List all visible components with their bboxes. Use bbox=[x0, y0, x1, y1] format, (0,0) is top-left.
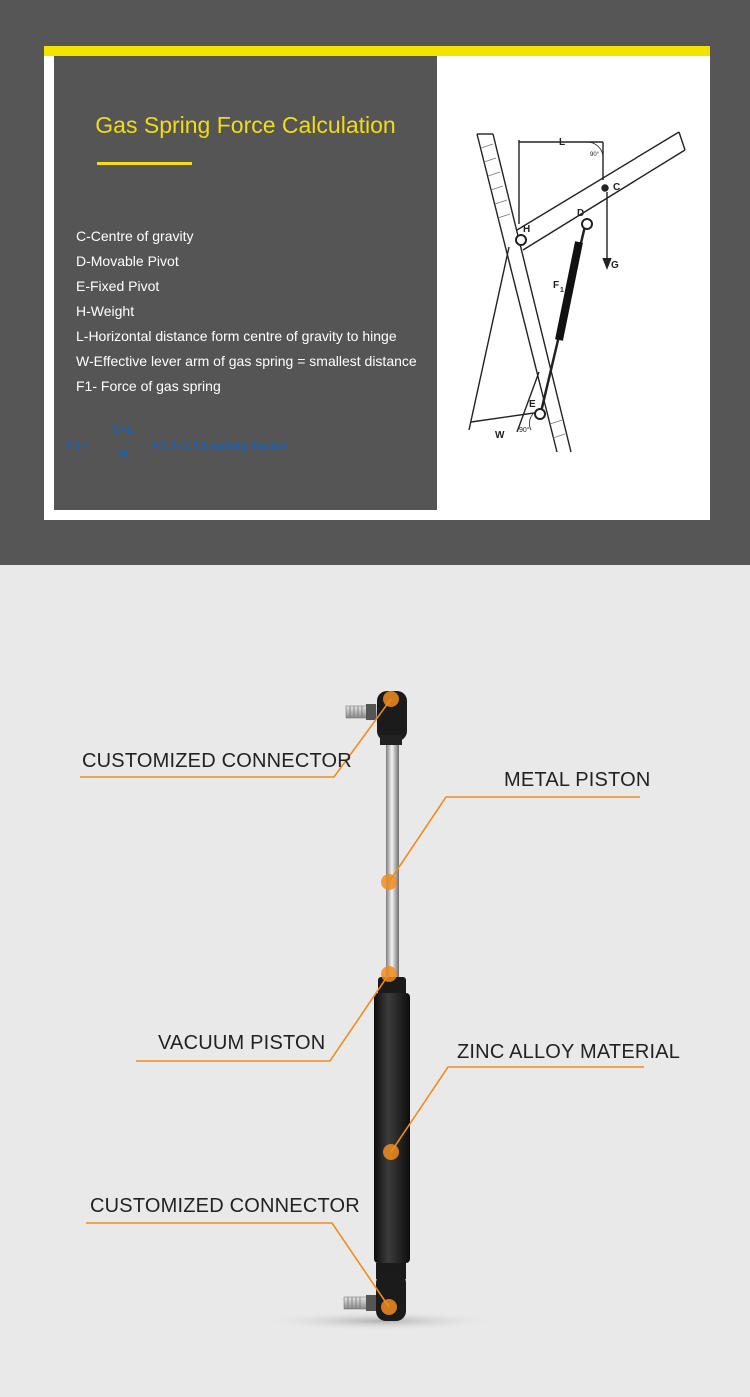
cylinder-body bbox=[374, 977, 410, 1279]
label-c: C bbox=[613, 182, 621, 193]
legend-item-w: W-Effective lever arm of gas spring = smallest distance bbox=[76, 353, 417, 369]
label-f-sub: 1 bbox=[560, 287, 564, 294]
formula-denominator: W bbox=[117, 448, 129, 460]
label-e: E bbox=[529, 399, 536, 410]
callout-dot-metal-piston bbox=[381, 874, 397, 890]
lever-diagram bbox=[447, 112, 697, 462]
callout-line-metal-piston bbox=[389, 797, 640, 882]
callout-label-zinc-alloy: ZINC ALLOY MATERIAL bbox=[457, 1041, 681, 1063]
label-w: W bbox=[495, 430, 505, 441]
label-angle-top: 90° bbox=[590, 152, 600, 158]
legend-list bbox=[76, 226, 417, 401]
formula-lhs: F1= bbox=[66, 438, 89, 453]
legend-item-h: H-Weight bbox=[76, 303, 135, 319]
calculation-panel bbox=[54, 56, 437, 510]
pivot-h-icon bbox=[516, 235, 526, 245]
formula-rhs: ×1.1-1.15 safety factor bbox=[152, 438, 289, 453]
gravity-center-icon bbox=[602, 185, 608, 191]
w-dimension bbox=[471, 412, 541, 430]
formula-fraction-bar bbox=[106, 441, 142, 442]
legend-item-d: D-Movable Pivot bbox=[76, 253, 179, 269]
callout-line-zinc-alloy bbox=[391, 1067, 644, 1152]
label-f: F bbox=[553, 280, 560, 291]
force-formula bbox=[66, 424, 426, 468]
gas-spring bbox=[541, 226, 585, 412]
callout-dot-top-connector bbox=[383, 691, 399, 707]
formula-numerator: G×L bbox=[112, 424, 134, 436]
callout-label-vacuum-piston: VACUUM PISTON bbox=[158, 1032, 326, 1054]
callout-label-metal-piston: METAL PISTON bbox=[504, 769, 651, 791]
callout-dot-zinc-alloy bbox=[383, 1144, 399, 1160]
legend-item-e: E-Fixed Pivot bbox=[76, 278, 160, 294]
label-l: L bbox=[559, 137, 566, 148]
title-underline bbox=[97, 162, 192, 165]
calculation-section bbox=[0, 0, 750, 565]
fixed-post bbox=[477, 134, 571, 452]
callout-dot-bottom-connector bbox=[381, 1299, 397, 1315]
callout-label-bottom-connector: CUSTOMIZED CONNECTOR bbox=[90, 1195, 360, 1217]
product-illustration bbox=[0, 565, 750, 1397]
label-angle-bottom: 90° bbox=[519, 427, 530, 434]
pivot-e-icon bbox=[535, 409, 545, 419]
metal-piston-rod bbox=[386, 745, 399, 977]
legend-item-l: L-Horizontal distance form centre of gravity to hinge bbox=[76, 328, 397, 344]
callout-line-bottom-connector bbox=[86, 1223, 389, 1307]
gravity-arrow bbox=[603, 192, 611, 268]
callout-dot-vacuum-piston bbox=[381, 966, 397, 982]
pivot-d-icon bbox=[582, 219, 592, 229]
section-title: Gas Spring Force Calculation bbox=[95, 112, 396, 138]
label-g: G bbox=[611, 260, 619, 271]
callout-label-top-connector: CUSTOMIZED CONNECTOR bbox=[82, 750, 352, 772]
label-h: H bbox=[523, 224, 531, 235]
legend-item-f1: F1- Force of gas spring bbox=[76, 378, 221, 394]
label-d: D bbox=[577, 208, 585, 219]
legend-item-c: C-Centre of gravity bbox=[76, 228, 194, 244]
